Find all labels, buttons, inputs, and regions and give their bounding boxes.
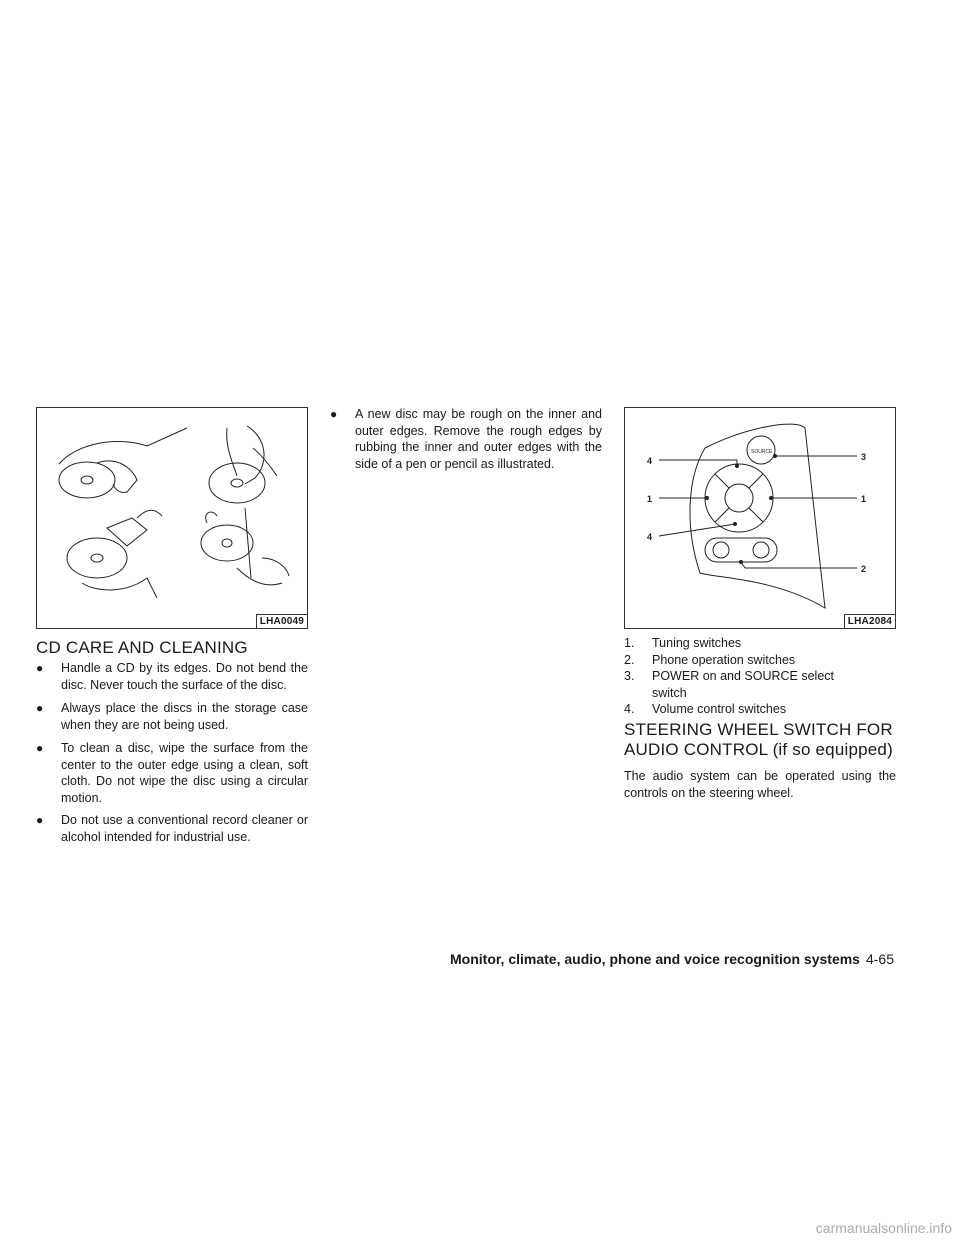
figure-steering-switches [624, 407, 896, 629]
label-1-right: 1 [861, 494, 867, 504]
label-4-bottom: 4 [647, 532, 653, 542]
heading-steering-wheel: STEERING WHEEL SWITCH FOR AUDIO CONTROL (if so equipped) [624, 720, 893, 759]
bullet-icon: ● [36, 701, 44, 715]
label-1-left: 1 [647, 494, 653, 504]
page-number: 4-65 [865, 951, 894, 967]
figure-code-right: LHA2084 [844, 614, 895, 628]
cd-bullet-3: ● To clean a disc, wipe the surface from the center to the outer edge using a clean, soft cloth. Do not wipe the disc using a circular motion. [36, 741, 308, 805]
bullet-icon: ● [36, 813, 44, 827]
bullet-icon: ● [36, 661, 44, 675]
cd-bullet-1: ● Handle a CD by its edges. Do not bend the disc. Never touch the surface of the disc. [36, 661, 308, 692]
heading-cd-care: CD CARE AND CLEANING [36, 638, 248, 657]
legend-item: 1. Tuning switches [624, 636, 742, 650]
footer-title: Monitor, climate, audio, phone and voice recognition systems [450, 951, 860, 967]
bullet-icon: ● [36, 741, 44, 755]
cd-bullet-2: ● Always place the discs in the storage case when they are not being used. [36, 701, 308, 732]
switch-legend [624, 635, 904, 718]
cd-handling-illustration [37, 408, 307, 628]
watermark: carmanualsonline.info [815, 1220, 952, 1236]
label-2: 2 [861, 564, 867, 574]
rough-disc-bullet: ● A new disc may be rough on the inner and outer edges. Remove the rough edges by rubbing the inner and outer edges with the side of a pen or pencil as illustrated. [330, 407, 602, 471]
source-button-label: SOURCE [751, 449, 773, 455]
figure-cd-handling [36, 407, 308, 629]
label-3: 3 [861, 452, 867, 462]
legend-item: 2. Phone operation switches [624, 652, 796, 667]
steering-switch-illustration [625, 408, 895, 628]
legend-item: 4. Volume control switches [624, 702, 787, 716]
figure-code-left: LHA0049 [256, 614, 307, 628]
label-4-top: 4 [647, 456, 653, 466]
steering-body: The audio system can be operated using the controls on the steering wheel. [624, 769, 896, 800]
cd-bullet-4: ● Do not use a conventional record cleaner or alcohol intended for industrial use. [36, 813, 308, 844]
page-footer [450, 951, 894, 967]
legend-item: 3. POWER on and SOURCE select switch [624, 669, 835, 700]
bullet-icon: ● [330, 407, 338, 421]
